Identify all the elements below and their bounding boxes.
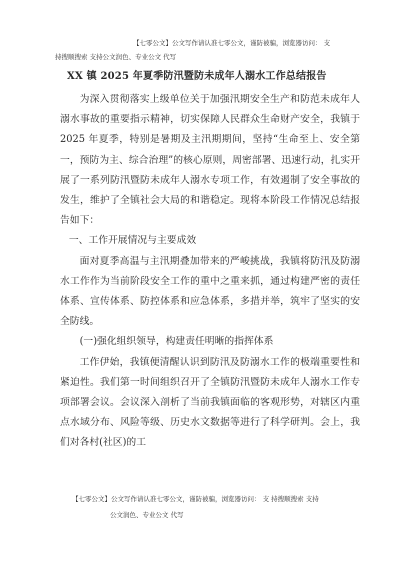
intro-paragraph: 为深入贯彻落实上级单位关于加强汛期安全生产和防范未成年人溺水事故的重要指示精神，切实保障人民群众生命财产安全，我镇于 2025 年夏季，特别是暑期及主汛期期间，坚持“生命至上、安全第一，预防为主、综合治理”的核心原则，周密部署、迅速行动，扎实开展了一系列防汛暨防未成年人溺水专项工作，有效遏制了安全事故的发生，维护了全镇社会大局的和谐稳定。现将本阶段工作情况总结报告如下： (60, 94, 360, 227)
header-line-2: 持搜顺搜索 支持公文润色、专业公文 代写 (55, 53, 177, 61)
document-body (60, 90, 360, 454)
footer-line-1: 【七零公文】公文写作请认准七零公文，谨防被骗，浏览器访问： 支 持搜顺搜索 支持 (72, 495, 319, 503)
header-line-1: 【七零公文】公文写作请认准七零公文，谨防被骗，浏览器访问： 支 (133, 39, 331, 47)
document-title: XX 镇 2025 年夏季防汛暨防未成年人溺水工作总结报告 (67, 71, 327, 82)
footer-line-2: 公文润色、专业公文 代写 (110, 511, 184, 519)
subsection-heading-1: (一)强化组织领导，构建责任明晰的指挥体系 (79, 336, 274, 348)
page-footer-watermark (72, 491, 372, 523)
section-1-paragraph: 面对夏季高温与主汛期叠加带来的严峻挑战，我镇将防汛及防溺水工作作为当前阶段安全工作的重中之重来抓，通过构建严密的责任体系、宣传体系、防控体系和应急体系，多措并举，筑牢了坚实的安全防线。 (60, 255, 360, 328)
section-heading-1: 一、工作开展情况与主要成效 (68, 235, 197, 247)
subsection-1-paragraph: 工作伊始，我镇便清醒认识到防汛及防溺水工作的极端重要性和紧迫性。我们第一时间组织召开了全镇防汛暨防未成年人溺水工作专项部署会议。会议深入剖析了当前我镇面临的客观形势，对辖区内重点水域分布、风险等级、历史水文数据等进行了科学研判。会上，我们对各村(社区)的工 (60, 356, 360, 449)
page-header-watermark (55, 36, 375, 64)
